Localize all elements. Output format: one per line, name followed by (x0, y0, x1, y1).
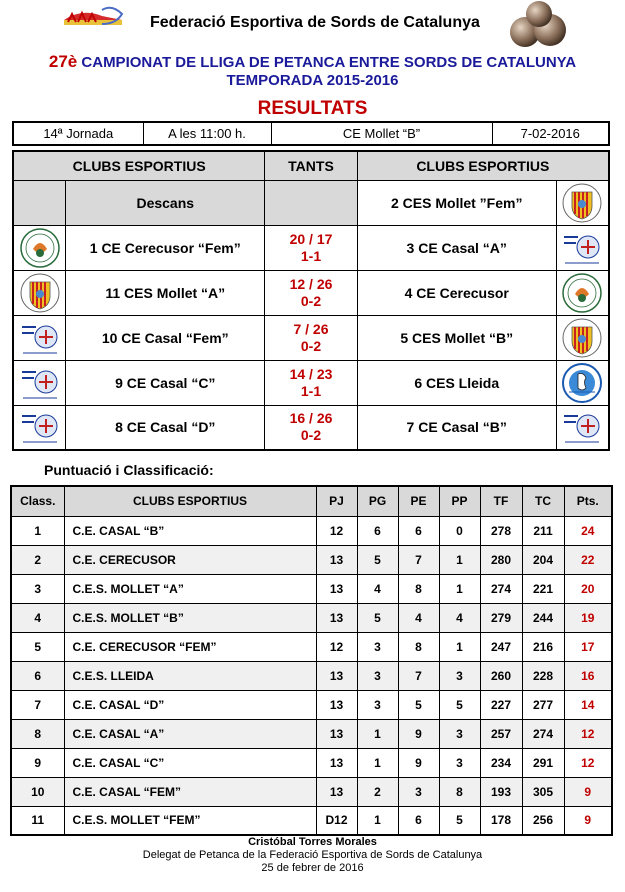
row-class: 11 (11, 806, 64, 835)
standings-row (11, 574, 612, 603)
casal-logo-icon (19, 317, 61, 359)
row-tc: 277 (522, 690, 564, 719)
row-tc: 221 (522, 574, 564, 603)
row-club: C.E.S. MOLLET “B” (64, 603, 316, 632)
row-tf: 247 (480, 632, 522, 661)
row-class: 3 (11, 574, 64, 603)
match-row (13, 405, 609, 450)
cerecusor-logo-icon (19, 227, 61, 269)
row-tf: 257 (480, 719, 522, 748)
standings-row (11, 545, 612, 574)
col-tf: TF (480, 486, 522, 516)
match-score (265, 405, 357, 450)
row-pe: 8 (398, 574, 439, 603)
row-tc: 216 (522, 632, 564, 661)
row-class: 5 (11, 632, 64, 661)
match-row (13, 270, 609, 315)
col-class: Class. (11, 486, 64, 516)
casal-logo-icon (561, 227, 603, 269)
match-home-team: 1 CE Cerecusor “Fem” (66, 225, 265, 270)
row-tf: 278 (480, 516, 522, 545)
row-class: 7 (11, 690, 64, 719)
row-class: 6 (11, 661, 64, 690)
row-club: C.E.S. MOLLET “A” (64, 574, 316, 603)
row-club: C.E.S. MOLLET “FEM” (64, 806, 316, 835)
row-pp: 3 (439, 748, 480, 777)
row-tc: 228 (522, 661, 564, 690)
row-pg: 5 (357, 603, 398, 632)
match-row (13, 315, 609, 360)
col-club: CLUBS ESPORTIUS (64, 486, 316, 516)
row-pe: 9 (398, 748, 439, 777)
round-info-table (12, 121, 610, 146)
row-pp: 4 (439, 603, 480, 632)
row-pp: 3 (439, 719, 480, 748)
row-pj: 13 (316, 719, 357, 748)
row-tc: 204 (522, 545, 564, 574)
row-tc: 211 (522, 516, 564, 545)
row-pts: 12 (564, 719, 612, 748)
row-tc: 256 (522, 806, 564, 835)
results-table (12, 150, 610, 451)
col-pj: PJ (316, 486, 357, 516)
row-pp: 8 (439, 777, 480, 806)
round-time: A les 11:00 h. (143, 122, 271, 145)
casal-logo-icon (19, 406, 61, 448)
delegate-name: Cristóbal Torres Morales (248, 836, 377, 848)
row-pg: 3 (357, 690, 398, 719)
round-venue: CE Mollet “B” (271, 122, 492, 145)
row-pp: 1 (439, 632, 480, 661)
standings-row (11, 719, 612, 748)
match-away-team: 7 CE Casal “B” (357, 405, 556, 450)
row-pg: 5 (357, 545, 398, 574)
match-tants: 16 / 26 (289, 410, 333, 427)
row-pts: 9 (564, 777, 612, 806)
row-class: 10 (11, 777, 64, 806)
match-score (265, 270, 357, 315)
row-pp: 0 (439, 516, 480, 545)
match-tants: 12 / 26 (289, 275, 333, 292)
season-title: TEMPORADA 2015-2016 (226, 72, 399, 89)
match-away-team: 6 CES Lleida (357, 360, 556, 405)
row-pp: 5 (439, 690, 480, 719)
match-score (265, 225, 357, 270)
round-number: 14ª Jornada (13, 122, 143, 145)
col-pp: PP (439, 486, 480, 516)
page-footer (0, 836, 625, 875)
row-pj: 13 (316, 748, 357, 777)
row-pts: 19 (564, 603, 612, 632)
bye-team: 2 CES Mollet ”Fem” (357, 180, 556, 225)
row-class: 4 (11, 603, 64, 632)
match-home-team: 11 CES Mollet “A” (66, 270, 265, 315)
row-pts: 24 (564, 516, 612, 545)
match-away-team: 3 CE Casal “A” (357, 225, 556, 270)
match-points: 1-1 (300, 382, 322, 399)
standings-row (11, 603, 612, 632)
championship-number: 27è (48, 52, 78, 71)
match-score (265, 360, 357, 405)
row-pe: 6 (398, 516, 439, 545)
standings-row (11, 777, 612, 806)
row-class: 9 (11, 748, 64, 777)
lleida-logo-icon (561, 362, 603, 404)
row-pts: 12 (564, 748, 612, 777)
row-pe: 7 (398, 661, 439, 690)
row-club: C.E. CERECUSOR (64, 545, 316, 574)
match-points: 1-1 (300, 247, 322, 264)
mollet-logo-icon (561, 182, 603, 224)
row-class: 1 (11, 516, 64, 545)
delegate-role: Delegat de Petanca de la Federació Esportiva de Sords de Catalunya (142, 849, 483, 861)
row-pts: 9 (564, 806, 612, 835)
match-score (265, 315, 357, 360)
row-pj: 13 (316, 574, 357, 603)
row-pj: 13 (316, 603, 357, 632)
row-pg: 1 (357, 806, 398, 835)
row-pg: 4 (357, 574, 398, 603)
match-tants: 7 / 26 (293, 320, 329, 337)
match-tants: 14 / 23 (289, 365, 333, 382)
match-points: 0-2 (300, 337, 322, 354)
results-heading: RESULTATS (257, 98, 368, 119)
mollet-logo-icon (561, 317, 603, 359)
row-pj: 13 (316, 777, 357, 806)
row-tf: 274 (480, 574, 522, 603)
row-pj: 13 (316, 661, 357, 690)
row-tc: 244 (522, 603, 564, 632)
match-row (13, 225, 609, 270)
row-pe: 4 (398, 603, 439, 632)
casal-logo-icon (19, 362, 61, 404)
row-pp: 1 (439, 574, 480, 603)
standings-row (11, 690, 612, 719)
col-pg: PG (357, 486, 398, 516)
standings-row (11, 806, 612, 835)
row-class: 8 (11, 719, 64, 748)
row-pj: 13 (316, 690, 357, 719)
row-pe: 8 (398, 632, 439, 661)
row-club: C.E.S. LLEIDA (64, 661, 316, 690)
results-header-home: CLUBS ESPORTIUS (13, 151, 265, 180)
standings-row (11, 516, 612, 545)
match-points: 0-2 (300, 427, 322, 444)
casal-logo-icon (561, 406, 603, 448)
row-pts: 22 (564, 545, 612, 574)
row-pp: 5 (439, 806, 480, 835)
row-tf: 280 (480, 545, 522, 574)
row-club: C.E. CASAL “FEM” (64, 777, 316, 806)
cerecusor-logo-icon (561, 272, 603, 314)
row-tc: 274 (522, 719, 564, 748)
standings-row (11, 748, 612, 777)
col-pe: PE (398, 486, 439, 516)
match-home-team: 10 CE Casal “Fem” (66, 315, 265, 360)
row-pts: 16 (564, 661, 612, 690)
match-row (13, 360, 609, 405)
standings-body (11, 516, 612, 835)
row-pp: 1 (439, 545, 480, 574)
organization-name: Federació Esportiva de Sords de Catalunya (150, 14, 480, 31)
mollet-logo-icon (19, 272, 61, 314)
standings-row (11, 661, 612, 690)
row-tf: 193 (480, 777, 522, 806)
row-tc: 305 (522, 777, 564, 806)
standings-table (10, 485, 613, 836)
results-header-score: TANTS (265, 151, 357, 180)
row-club: C.E. CERECUSOR “FEM” (64, 632, 316, 661)
bye-label: Descans (66, 180, 265, 225)
row-club: C.E. CASAL “D” (64, 690, 316, 719)
row-tf: 234 (480, 748, 522, 777)
row-pp: 3 (439, 661, 480, 690)
row-tf: 279 (480, 603, 522, 632)
col-tc: TC (522, 486, 564, 516)
championship-name: CAMPIONAT DE LLIGA DE PETANCA ENTRE SORDS DE CATALUNYA (77, 54, 577, 71)
row-pg: 1 (357, 748, 398, 777)
row-pg: 3 (357, 661, 398, 690)
col-pts: Pts. (564, 486, 612, 516)
standings-row (11, 632, 612, 661)
row-pg: 1 (357, 719, 398, 748)
row-pg: 3 (357, 632, 398, 661)
match-away-team: 5 CES Mollet “B” (357, 315, 556, 360)
row-tc: 291 (522, 748, 564, 777)
federation-logo-icon (62, 6, 124, 34)
match-tants: 20 / 17 (289, 230, 333, 247)
row-tf: 227 (480, 690, 522, 719)
match-points: 0-2 (300, 292, 322, 309)
row-club: C.E. CASAL “B” (64, 516, 316, 545)
row-tf: 178 (480, 806, 522, 835)
row-club: C.E. CASAL “C” (64, 748, 316, 777)
petanque-balls-icon (505, 0, 570, 48)
row-pts: 14 (564, 690, 612, 719)
championship-title (0, 52, 625, 72)
row-pj: 12 (316, 632, 357, 661)
results-header-away: CLUBS ESPORTIUS (357, 151, 609, 180)
row-pg: 6 (357, 516, 398, 545)
row-pj: D12 (316, 806, 357, 835)
row-pe: 3 (398, 777, 439, 806)
match-home-team: 8 CE Casal “D” (66, 405, 265, 450)
standings-header-row (11, 486, 612, 516)
row-pe: 7 (398, 545, 439, 574)
row-class: 2 (11, 545, 64, 574)
standings-heading: Puntuació i Classificació: (44, 462, 214, 478)
row-club: C.E. CASAL “A” (64, 719, 316, 748)
row-pe: 9 (398, 719, 439, 748)
row-pts: 20 (564, 574, 612, 603)
round-date: 7-02-2016 (492, 122, 609, 145)
match-home-team: 9 CE Casal “C” (66, 360, 265, 405)
document-date: 25 de febrer de 2016 (261, 862, 364, 874)
bye-row (13, 180, 609, 225)
row-pj: 12 (316, 516, 357, 545)
row-pts: 17 (564, 632, 612, 661)
row-pe: 5 (398, 690, 439, 719)
row-tf: 260 (480, 661, 522, 690)
row-pg: 2 (357, 777, 398, 806)
match-away-team: 4 CE Cerecusor (357, 270, 556, 315)
row-pj: 13 (316, 545, 357, 574)
page-header (0, 0, 625, 50)
row-pe: 6 (398, 806, 439, 835)
